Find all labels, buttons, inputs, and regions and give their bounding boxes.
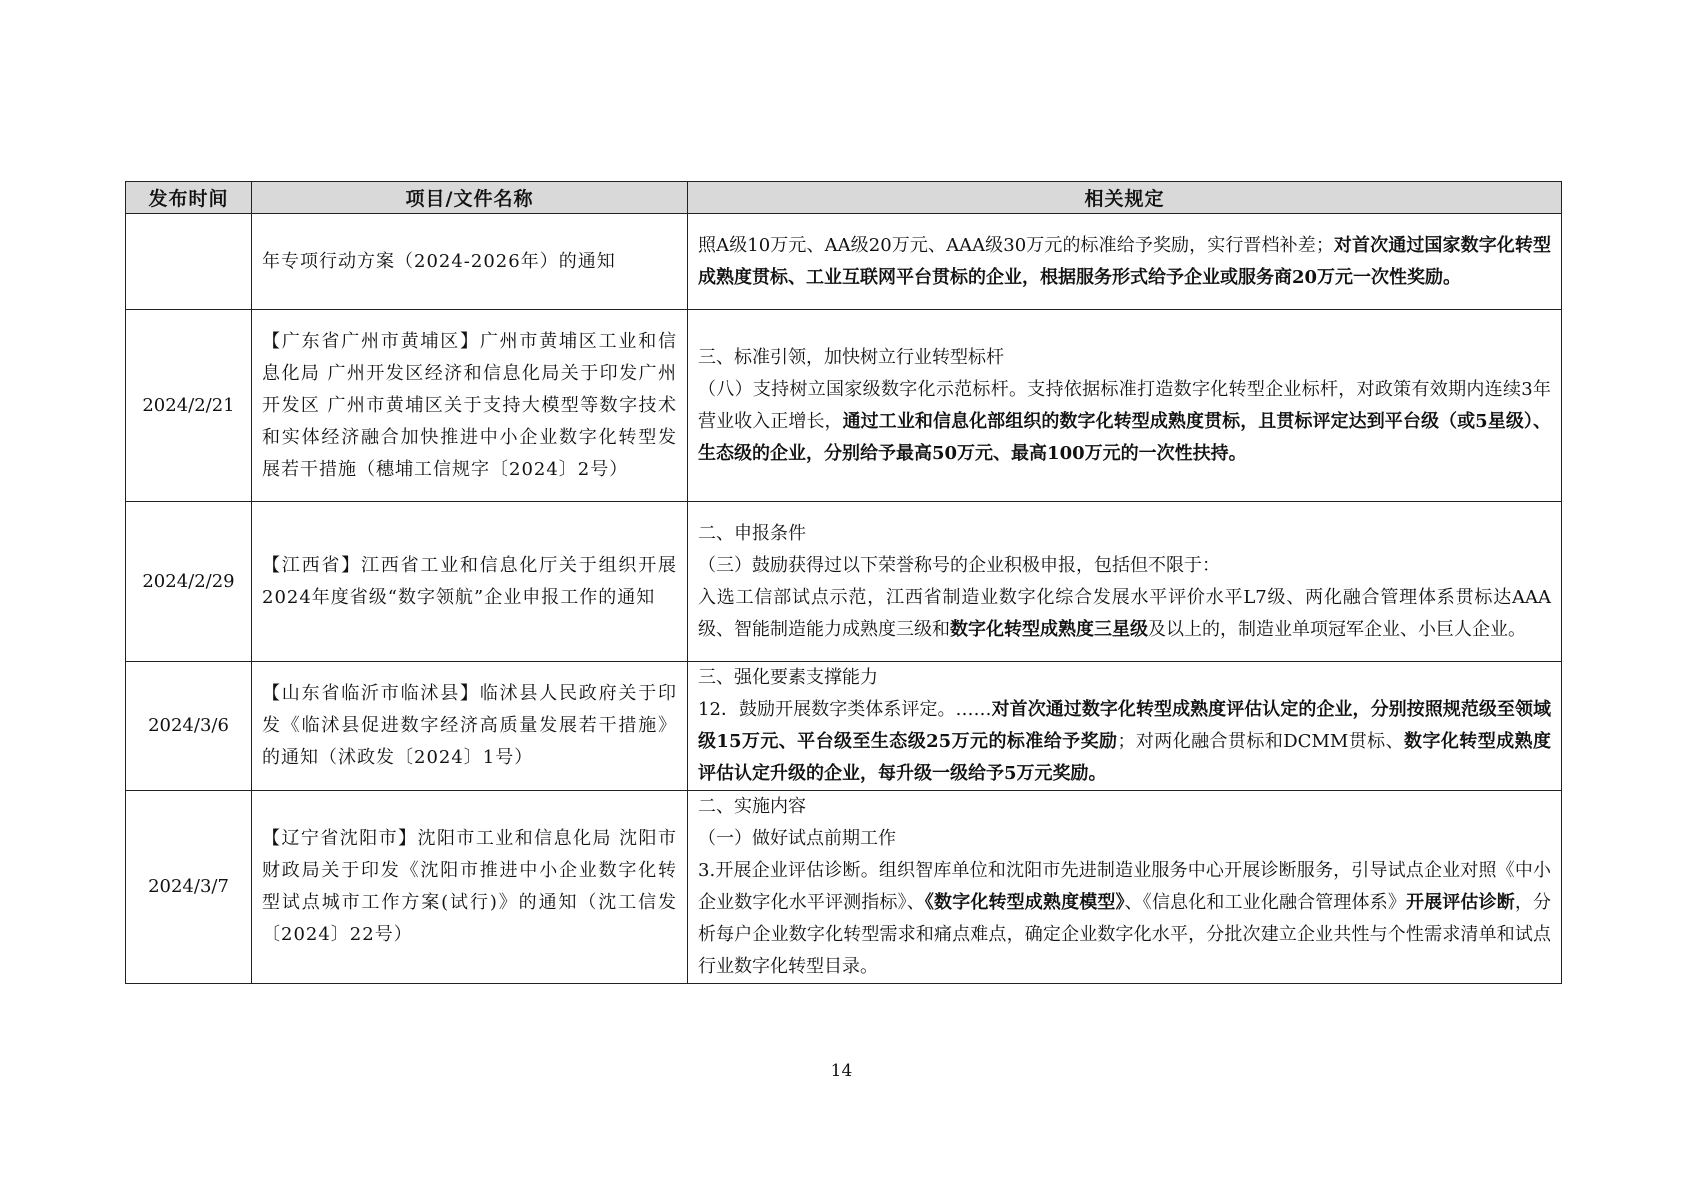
region-tag: 【辽宁省沈阳市】 (262, 828, 418, 849)
regulation-text: （一）做好试点前期工作 (698, 828, 896, 849)
document-title-text: 沈阳市工业和信息化局 沈阳市财政局关于印发《沈阳市推进中小企业数字化转型试点城市工作方案(试行)》的通知（沈工信发〔2024〕22号） (262, 828, 677, 945)
row-regulation (688, 502, 1562, 662)
regulation-text: 及以上的，制造业单项冠军企业、小巨人企业。 (1148, 618, 1526, 640)
row-date: 2024/2/21 (126, 310, 252, 502)
row-regulation (688, 791, 1562, 984)
row-document-name (252, 214, 688, 310)
table-row (126, 502, 1562, 662)
row-regulation (688, 310, 1562, 502)
document-title-text: 江西省工业和信息化厅关于组织开展2024年度省级“数字领航”企业申报工作的通知 (262, 554, 677, 608)
region-tag: 【山东省临沂市临沭县】 (262, 683, 480, 704)
regulation-text: 三、标准引领，加快树立行业转型标杆 (698, 346, 1004, 368)
regulation-emphasis-text: 开展评估诊断 (1406, 892, 1515, 913)
regulation-emphasis-text: 数字化转型成熟度三星级 (950, 618, 1148, 640)
regulation-text: 12．鼓励开展数字类体系评定。…… (698, 699, 992, 720)
table-row (126, 310, 1562, 502)
document-title-text: 年专项行动方案（2024-2026年）的通知 (262, 250, 616, 272)
header-rule: 相关规定 (688, 182, 1562, 214)
header-date: 发布时间 (126, 182, 252, 214)
regulation-text: ，分析每户企业数字化转型需求和痛点难点，确定企业数字化水平，分批次建立企业共性与个性需求清单和试点行业数字化转型目录。 (698, 892, 1552, 977)
row-date: 2024/3/6 (126, 662, 252, 791)
regulation-table-container (125, 181, 1561, 984)
regulation-emphasis-text: 数字化转型成熟度评估认定升级的企业，每升级一级给予5万元奖励。 (698, 731, 1551, 784)
row-date: 2024/2/29 (126, 502, 252, 662)
table-row (126, 662, 1562, 791)
regulation-emphasis-text: 《数字化转型成熟度模型》 (924, 892, 1125, 913)
row-document-name (252, 310, 688, 502)
regulation-text: 三、强化要素支撑能力 (698, 667, 878, 688)
region-tag: 【广东省广州市黄埔区】 (262, 330, 480, 352)
header-name: 项目/文件名称 (252, 182, 688, 214)
table-body (126, 214, 1562, 984)
table-row (126, 791, 1562, 984)
table-row (126, 214, 1562, 310)
row-document-name (252, 502, 688, 662)
row-date (126, 214, 252, 310)
regulation-text: 3.开展企业评估诊断。组织智库单位和沈阳市先进制造业服务中心开展诊断服务，引导试点企业对照《中小企业数字化水平评测指标》、 (698, 860, 1551, 913)
regulation-emphasis-text: 对首次通过国家数字化转型成熟度贯标、工业互联网平台贯标的企业，根据服务形式给予企业或服务商20万元一次性奖励。 (698, 234, 1551, 288)
row-regulation (688, 662, 1562, 791)
row-date: 2024/3/7 (126, 791, 252, 984)
page-number: 14 (830, 1061, 853, 1081)
document-title-text: 临沭县人民政府关于印发《临沭县促进数字经济高质量发展若干措施》的通知（沭政发〔2024〕1号） (262, 683, 678, 768)
regulation-table (125, 181, 1562, 984)
regulation-text: 二、实施内容 (698, 796, 806, 817)
regulation-text: 、《信息化和工业化融合管理体系》 (1124, 892, 1406, 913)
regulation-emphasis-text: 对首次通过数字化转型成熟度评估认定的企业，分别按照规范级至领域级15万元、平台级至生态级25万元的标准给予奖励 (698, 699, 1552, 752)
regulation-emphasis-text: 通过工业和信息化部组织的数字化转型成熟度贯标，且贯标评定达到平台级（或5星级）、生态级的企业，分别给予最高50万元、最高100万元的一次性扶持。 (698, 410, 1551, 464)
row-document-name (252, 791, 688, 984)
regulation-text: （八）支持树立国家级数字化示范标杆。支持依据标准打造数字化转型企业标杆，对政策有效期内连续3年营业收入正增长， (698, 378, 1551, 432)
document-title-text: 广州市黄埔区工业和信息化局 广州开发区经济和信息化局关于印发广州开发区 广州市黄埔区关于支持大模型等数字技术和实体经济融合加快推进中小企业数字化转型发展若干措施（穗埔工信规字〔2024〕2号） (262, 330, 678, 480)
regulation-text: ；对两化融合贯标和DCMM贯标、 (1117, 731, 1405, 752)
regulation-text: （三）鼓励获得过以下荣誉称号的企业积极申报，包括但不限于： (698, 554, 1220, 576)
table-header-row (126, 182, 1562, 214)
row-document-name (252, 662, 688, 791)
regulation-text: 二、申报条件 (698, 522, 806, 544)
regulation-text: 照A级10万元、AA级20万元、AAA级30万元的标准给予奖励，实行晋档补差； (698, 234, 1334, 256)
region-tag: 【江西省】 (262, 554, 361, 576)
row-regulation (688, 214, 1562, 310)
regulation-text: 入选工信部试点示范，江西省制造业数字化综合发展水平评价水平L7级、两化融合管理体系贯标达AAA级、智能制造能力成熟度三级和 (698, 586, 1551, 640)
